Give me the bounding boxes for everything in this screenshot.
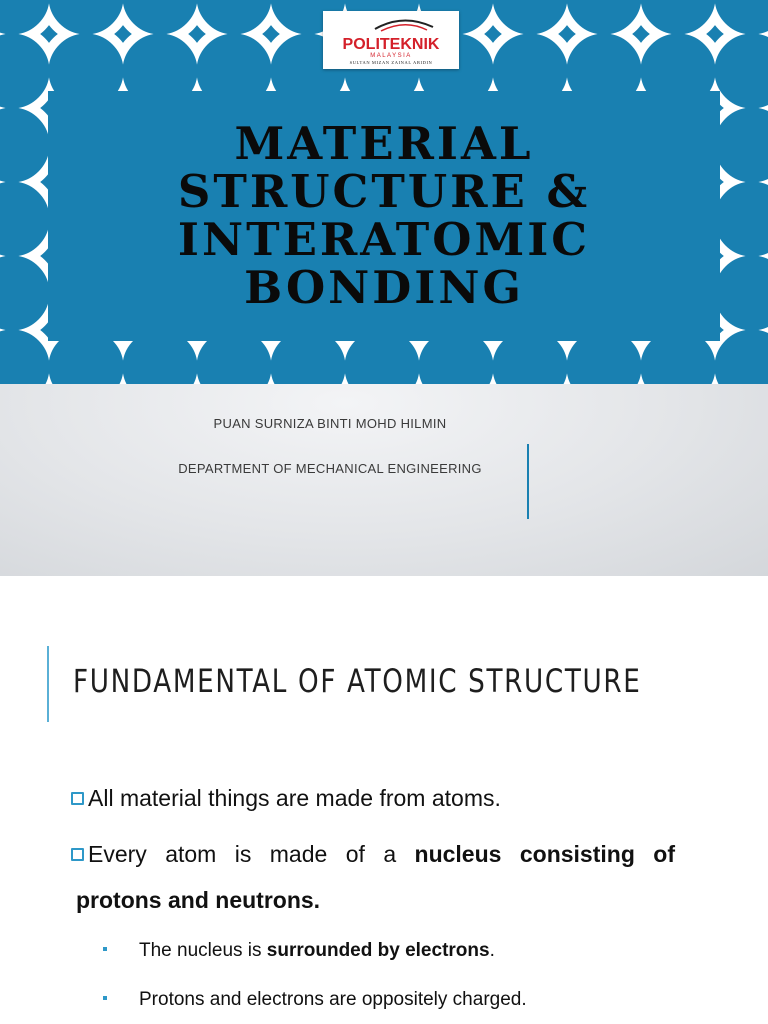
bullet-text: All material things are made from atoms.: [88, 785, 501, 811]
sub-bullet-item: [103, 940, 495, 962]
logo-brand-text: POLITEKNIK: [342, 36, 440, 53]
sub-bullet-item: [103, 989, 527, 1011]
subtitle-area: [0, 384, 768, 576]
title-panel: [48, 91, 720, 341]
department-name: DEPARTMENT OF MECHANICAL ENGINEERING: [178, 461, 482, 476]
bullet-item: [71, 841, 675, 868]
checkbox-bullet-icon: [71, 848, 84, 861]
content-slide: [0, 576, 768, 1024]
sub-bullet-text: Protons and electrons are oppositely charged.: [139, 989, 527, 1010]
slide-heading: FUNDAMENTAL OF ATOMIC STRUCTURE: [73, 662, 642, 700]
sub-bullet-end: .: [489, 940, 495, 961]
bullet-text: Every atom is made of a: [88, 841, 415, 867]
square-bullet-icon: [103, 996, 107, 1000]
sub-bullet-bold-text: surrounded by electrons: [266, 940, 490, 961]
logo-country-text: MALAYSIA: [370, 53, 412, 59]
sub-bullet-text: The nucleus is: [139, 940, 267, 961]
checkbox-bullet-icon: [71, 792, 84, 805]
politeknik-logo: [323, 11, 459, 69]
square-bullet-icon: [103, 947, 107, 951]
logo-campus-text: SULTAN MIZAN ZAINAL ABIDIN: [349, 60, 433, 65]
accent-divider: [527, 444, 529, 519]
bullet-continuation: protons and neutrons.: [76, 887, 321, 913]
author-name: PUAN SURNIZA BINTI MOHD HILMIN: [213, 416, 447, 431]
slide-title: MATERIAL STRUCTURE & INTERATOMIC BONDING: [177, 117, 591, 314]
bullet-bold-text: nucleus consisting of: [414, 841, 675, 867]
bullet-item: [71, 785, 501, 812]
heading-accent-bar: [47, 646, 49, 722]
